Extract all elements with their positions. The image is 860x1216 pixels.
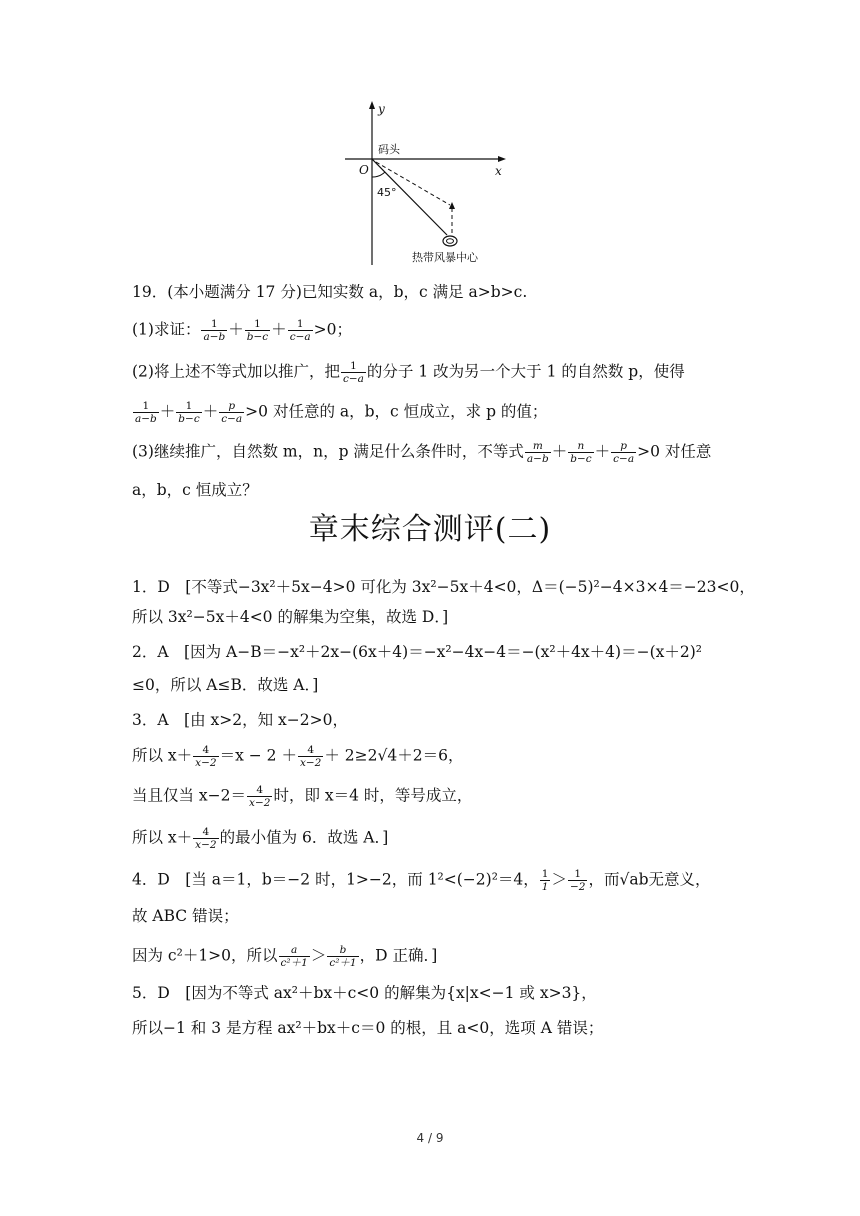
fraction: $\frac{1}{1}$ (541, 868, 549, 893)
answer-3-line1: 3．A [由 x>2，知 x−2>0， (132, 711, 348, 729)
answer-4-line3: 因为 c²＋1>0，所以 $\frac{a}{\text{c²＋1}}$ ＞ $\frac{b}{\text{c²＋1}}$ ，D 正确．] (132, 944, 438, 969)
label-dock: 码头 (378, 143, 400, 156)
label-angle: 45° (377, 186, 397, 199)
fraction: $\frac{b}{\text{c²＋1}}$ (329, 944, 357, 969)
angle-arc (372, 172, 385, 177)
storm-direction-arrow-icon (449, 202, 455, 209)
q19-part2-line1 (132, 360, 752, 385)
q19-part2-line2: $\frac{1}{a-b}$ ＋ $\frac{1}{b-c}$ ＋ $\frac{p}{c-a}$ >0 对任意的 a，b，c 恒成立，求 p 的值； (135, 400, 548, 425)
label-y: y (378, 102, 385, 116)
storm-center-icon (443, 236, 457, 246)
answer-3-line4: 所以 x＋ $\frac{4}{x-2}$ 的最小值为 6．故选 A．] (132, 826, 389, 851)
fraction: $\frac{p}{c-a}$ (221, 400, 243, 425)
fraction: $\frac{1}{b-c}$ (246, 318, 269, 343)
fraction: $\frac{1}{a-b}$ (135, 400, 157, 425)
coordinate-diagram (330, 95, 520, 270)
answer-4-line1: 4．D [当 a＝1，b＝−2 时，1>−2，而 1²<(−2)²＝4， $\frac{1}{1}$ ＞ $\frac{1}{-2}$ ，而√ab无意义， (132, 868, 711, 893)
q19-part1-prefix: (1)求证： (132, 320, 201, 339)
fraction: $\frac{4}{x-2}$ (249, 784, 271, 809)
answer-2-line2: ≤0，所以 A≤B．故选 A．] (132, 676, 319, 694)
answer-3-line3: 当且仅当 x−2＝ $\frac{4}{x-2}$ 时，即 x＝4 时，等号成立， (132, 784, 473, 809)
answer-2-line1: 2．A [因为 A−B＝−x²＋2x−(6x＋4)＝−x²−4x−4＝−(x²＋4x＋4)＝−(x＋2)² (132, 643, 702, 661)
q19-part3-text-a: (3)继续推广，自然数 m，n，p 满足什么条件时，不等式 (132, 442, 524, 461)
q19-part1: (1)求证： $\frac{1}{a-b}$ ＋ $\frac{1}{b-c}$ ＋ $\frac{1}{c-a}$ >0； (132, 318, 352, 343)
q19-head: 19．(本小题满分 17 分)已知实数 a，b，c 满足 a>b>c. (132, 283, 528, 301)
page-number: 4 / 9 (416, 1131, 444, 1145)
section-title: 章末综合测评(二) (308, 512, 552, 547)
q19-part2-text-b: 的分子 1 改为另一个大于 1 的自然数 p，使得 (366, 362, 685, 381)
answer-5-line2: 所以−1 和 3 是方程 ax²＋bx＋c＝0 的根，且 a<0，选项 A 错误； (132, 1019, 604, 1037)
fraction: $\frac{1}{c-a}$ (289, 318, 311, 343)
x-axis-arrow-icon (498, 156, 506, 162)
answer-4-line2: 故 ABC 错误； (132, 907, 239, 925)
fraction: $\frac{p}{c-a}$ (613, 440, 635, 465)
fraction: $\frac{a}{\text{c²＋1}}$ (280, 944, 308, 969)
q19-part3-text-b: >0 对任意 (637, 442, 712, 461)
answer-5-line1: 5．D [因为不等式 ax²＋bx＋c<0 的解集为{x|x<−1 或 x>3}， (132, 984, 597, 1002)
answer-1-line2: 所以 3x²−5x＋4<0 的解集为空集，故选 D．] (132, 608, 449, 626)
label-x: x (495, 164, 502, 178)
q19-part1-suffix: >0； (313, 320, 352, 339)
q19-part3-line1: (3)继续推广，自然数 m，n，p 满足什么条件时，不等式 $\frac{m}{a-b}$ ＋ $\frac{n}{b-c}$ ＋ $\frac{p}{c-a}$ >0 对任意 (132, 440, 712, 465)
fraction: $\frac{4}{x-2}$ (195, 744, 217, 769)
fraction: $\frac{1}{c-a}$ (342, 360, 364, 385)
answer-1-line1: 1．D [不等式−3x²＋5x−4>0 可化为 3x²−5x＋4<0，Δ＝(−5)²−4×3×4＝−23<0， (132, 578, 755, 596)
fraction: $\frac{4}{x-2}$ (299, 744, 322, 769)
fraction: $\frac{4}{x-2}$ (195, 826, 217, 851)
fraction: $\frac{n}{b-c}$ (570, 440, 592, 465)
fraction: $\frac{1}{-2}$ (569, 868, 586, 893)
q19-part2-text-a: (2)将上述不等式加以推广，把 (132, 362, 340, 381)
q19-part3-line2: a，b，c 恒成立？ (132, 481, 258, 499)
answer-3-line2: 所以 x＋ $\frac{4}{x-2}$ ＝x − 2 ＋ $\frac{4}{x-2}$ ＋ 2≥2√4＋2＝6， (132, 744, 464, 769)
fraction: $\frac{1}{a-b}$ (203, 318, 226, 343)
fraction: $\frac{m}{a-b}$ (526, 440, 549, 465)
fraction: $\frac{1}{b-c}$ (178, 400, 200, 425)
label-storm-center: 热带风暴中心 (412, 251, 478, 264)
y-axis-arrow-icon (369, 101, 375, 109)
label-origin: O (359, 163, 369, 177)
storm-inner-ring-icon (447, 239, 454, 244)
dock-storm-figure (330, 95, 520, 270)
q19-part2-suffix: >0 对任意的 a，b，c 恒成立，求 p 的值； (245, 402, 548, 421)
